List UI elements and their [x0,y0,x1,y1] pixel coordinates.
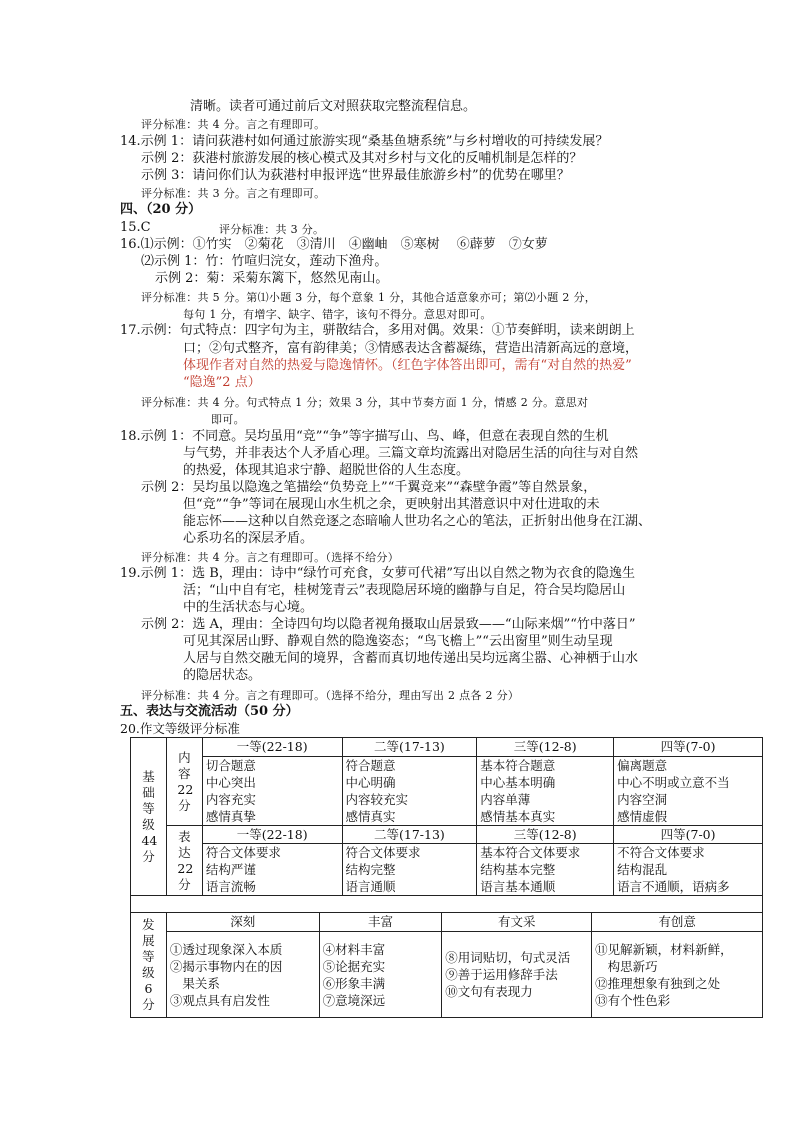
grade-header: 四等(7-0) [614,826,763,844]
q18-line: 18.示例 1：不同意。吴均虽用“竞”“争”等字描写山、鸟、峰，但意在表现自然的生机 [120,429,609,444]
content-grade4-cell: 偏离题意 中心不明或立意不当 内容空洞 感情虚假 [614,757,763,826]
grade-header: 四等(7-0) [614,738,763,757]
blank-row [131,896,763,913]
q17-line: 17.示例：句式特点：四字句为主，骈散结合，多用对偶。效果：①节奏鲜明，读来朗朗上 [120,323,635,338]
grade-header: 一等(22-18) [202,826,342,844]
development-level-label: 发 展 等 级 6 分 [131,913,167,1018]
dev-header: 丰富 [319,913,442,932]
q16-line: 示例 2：菊：采菊东篱下，悠然见南山。 [155,271,389,286]
grade-header: 一等(22-18) [202,738,342,757]
q19-line: 人居与自然交融无间的境界，含蓄而真切地传递出吴均远离尘嚣、心神栖于山水 [183,651,639,666]
q19-line: 的隐居状态。 [183,668,262,683]
q19-line: 可见其深居山野、静观自然的隐逸姿态；“鸟飞檐上”“云出窗里”则生动呈现 [183,634,613,649]
q14-line: 示例 3：请问你们认为荻港村申报评选“世界最佳旅游乡村”的优势在哪里？ [141,168,570,183]
q14-line: 示例 2：荻港村旅游发展的核心模式及其对乡村与文化的反哺机制是怎样的？ [141,151,583,166]
q16-line: ⑵示例 1：竹：竹喧归浣女，莲动下渔舟。 [141,254,388,269]
expr-grade2-cell: 符合文体要求 结构完整 语言通顺 [342,844,477,896]
q17-red-line: 体现作者对自然的热爱与隐逸情怀。（红色字体答出即可，需有“对自然的热爱” [183,358,632,373]
expr-grade1-cell: 符合文体要求 结构严谨 语言流畅 [202,844,342,896]
scoring-standard: 评分标准：共 3 分。言之有理即可。 [141,187,326,200]
q18-line: 能忘怀——这种以自然竞逐之态暗喻人世功名之心的笔法，正折射出他身在江湖、 [183,514,652,529]
dev-header: 有文采 [442,913,592,932]
scoring-standard: 评分标准：共 5 分。第⑴小题 3 分，每个意象 1 分，其他合适意象亦可；第⑵小题 2 分， [141,291,597,304]
dev-literary-cell: ⑧用词贴切，句式灵活 ⑨善于运用修辞手法 ⑩文句有表现力 [442,932,592,1018]
basic-level-label: 基 础 等 级 44 分 [131,738,167,896]
expr-grade3-cell: 基本符合文体要求 结构基本完整 语言基本通顺 [477,844,614,896]
grade-header: 三等(12-8) [477,738,614,757]
q19-line: 19.示例 1：选 B，理由：诗中“绿竹可充食，女萝可代裙”写出以自然之物为衣食的隐逸生 [120,566,636,581]
q17-line: 口；②句式整齐，富有韵律美；③情感表达含蓄凝练，营造出清新高远的意境， [183,341,639,356]
grade-header: 三等(12-8) [477,826,614,844]
scoring-standard: 评分标准：共 4 分。句式特点 1 分；效果 3 分，其中节奏方面 1 分，情感 2 分。意思对 [141,396,589,409]
content-label: 内 容 22 分 [166,738,202,826]
dev-header: 深刻 [166,913,319,932]
expr-grade4-cell: 不符合文体要求 结构混乱 语言不通顺，语病多 [614,844,763,896]
scoring-standard: 评分标准：共 4 分。言之有理即可。 [141,118,326,131]
text-line: 清晰。读者可通过前后文对照获取完整流程信息。 [190,99,477,114]
essay-scoring-table [130,737,763,896]
q18-line: 但“竞”“争”等词在展现山水生机之余，更映射出其潜意识中对仕进取的未 [183,497,600,512]
q18-line: 示例 2：吴均虽以隐逸之笔描绘“负势竞上”“千翼竞来”“森壁争霞”等自然景象， [141,480,597,495]
scoring-standard: 评分标准：共 3 分。 [219,223,325,236]
q18-line: 与气势，并非表达个人矛盾心理。三篇文章均流露出对隐居生活的向往与对自然 [183,446,639,461]
section-title: 五、表达与交流活动（50 分） [120,704,299,719]
content-grade3-cell: 基本符合题意 中心基本明确 内容单薄 感情基本真实 [477,757,614,826]
q16-line: 16.⑴示例：①竹实 ②菊花 ③清川 ④幽岫 ⑤寒树 ⑥薜萝 ⑦女萝 [120,237,548,252]
q19-line: 活；“山中自有宅，桂树笼青云”表现隐居环境的幽静与自足，符合吴均隐居山 [183,583,626,598]
scoring-standard: 每句 1 分，有增字、缺字、错字，该句不得分。意思对即可。 [183,308,492,321]
q15-answer: 15.C [120,220,151,235]
q19-line: 示例 2：选 A，理由：全诗四句均以隐者视角摄取山居景致——“山际来烟”“竹中落日” [141,617,636,632]
dev-rich-cell: ④材料丰富 ⑤论据充实 ⑥形象丰满 ⑦意境深远 [319,932,442,1018]
development-table [130,895,763,1018]
q17-red-line: “隐逸”2 点） [183,375,261,390]
content-grade1-cell: 切合题意 中心突出 内容充实 感情真挚 [202,757,342,826]
grade-header: 二等(17-13) [342,738,477,757]
expression-label: 表 达 22 分 [166,826,202,896]
dev-creative-cell: ⑪见解新颖，材料新鲜， 构思新巧 ⑫推理想象有独到之处 ⑬有个性色彩 [592,932,763,1018]
grade-header: 二等(17-13) [342,826,477,844]
dev-header: 有创意 [592,913,763,932]
section-title: 四、（20 分） [120,202,202,217]
content-grade2-cell: 符合题意 中心明确 内容较充实 感情真实 [342,757,477,826]
scoring-standard: 评分标准：共 4 分。言之有理即可。（选择不给分） [141,551,399,564]
q19-line: 中的生活状态与心境。 [183,600,314,615]
q14-line: 14.示例 1：请问荻港村如何通过旅游实现“桑基鱼塘系统”与乡村增收的可持续发展？ [120,134,609,149]
q18-line: 的热爱，体现其追求宁静、超脱世俗的人生态度。 [183,463,470,478]
q20-title: 20.作文等级评分标准 [120,721,240,736]
dev-deep-cell: ①透过现象深入本质 ②揭示事物内在的因 果关系 ③观点具有启发性 [166,932,319,1018]
scoring-standard: 评分标准：共 4 分。言之有理即可。（选择不给分，理由写出 2 点各 2 分） [141,689,520,702]
scoring-standard: 即可。 [211,413,245,426]
q18-line: 心系功名的深层矛盾。 [183,531,314,546]
